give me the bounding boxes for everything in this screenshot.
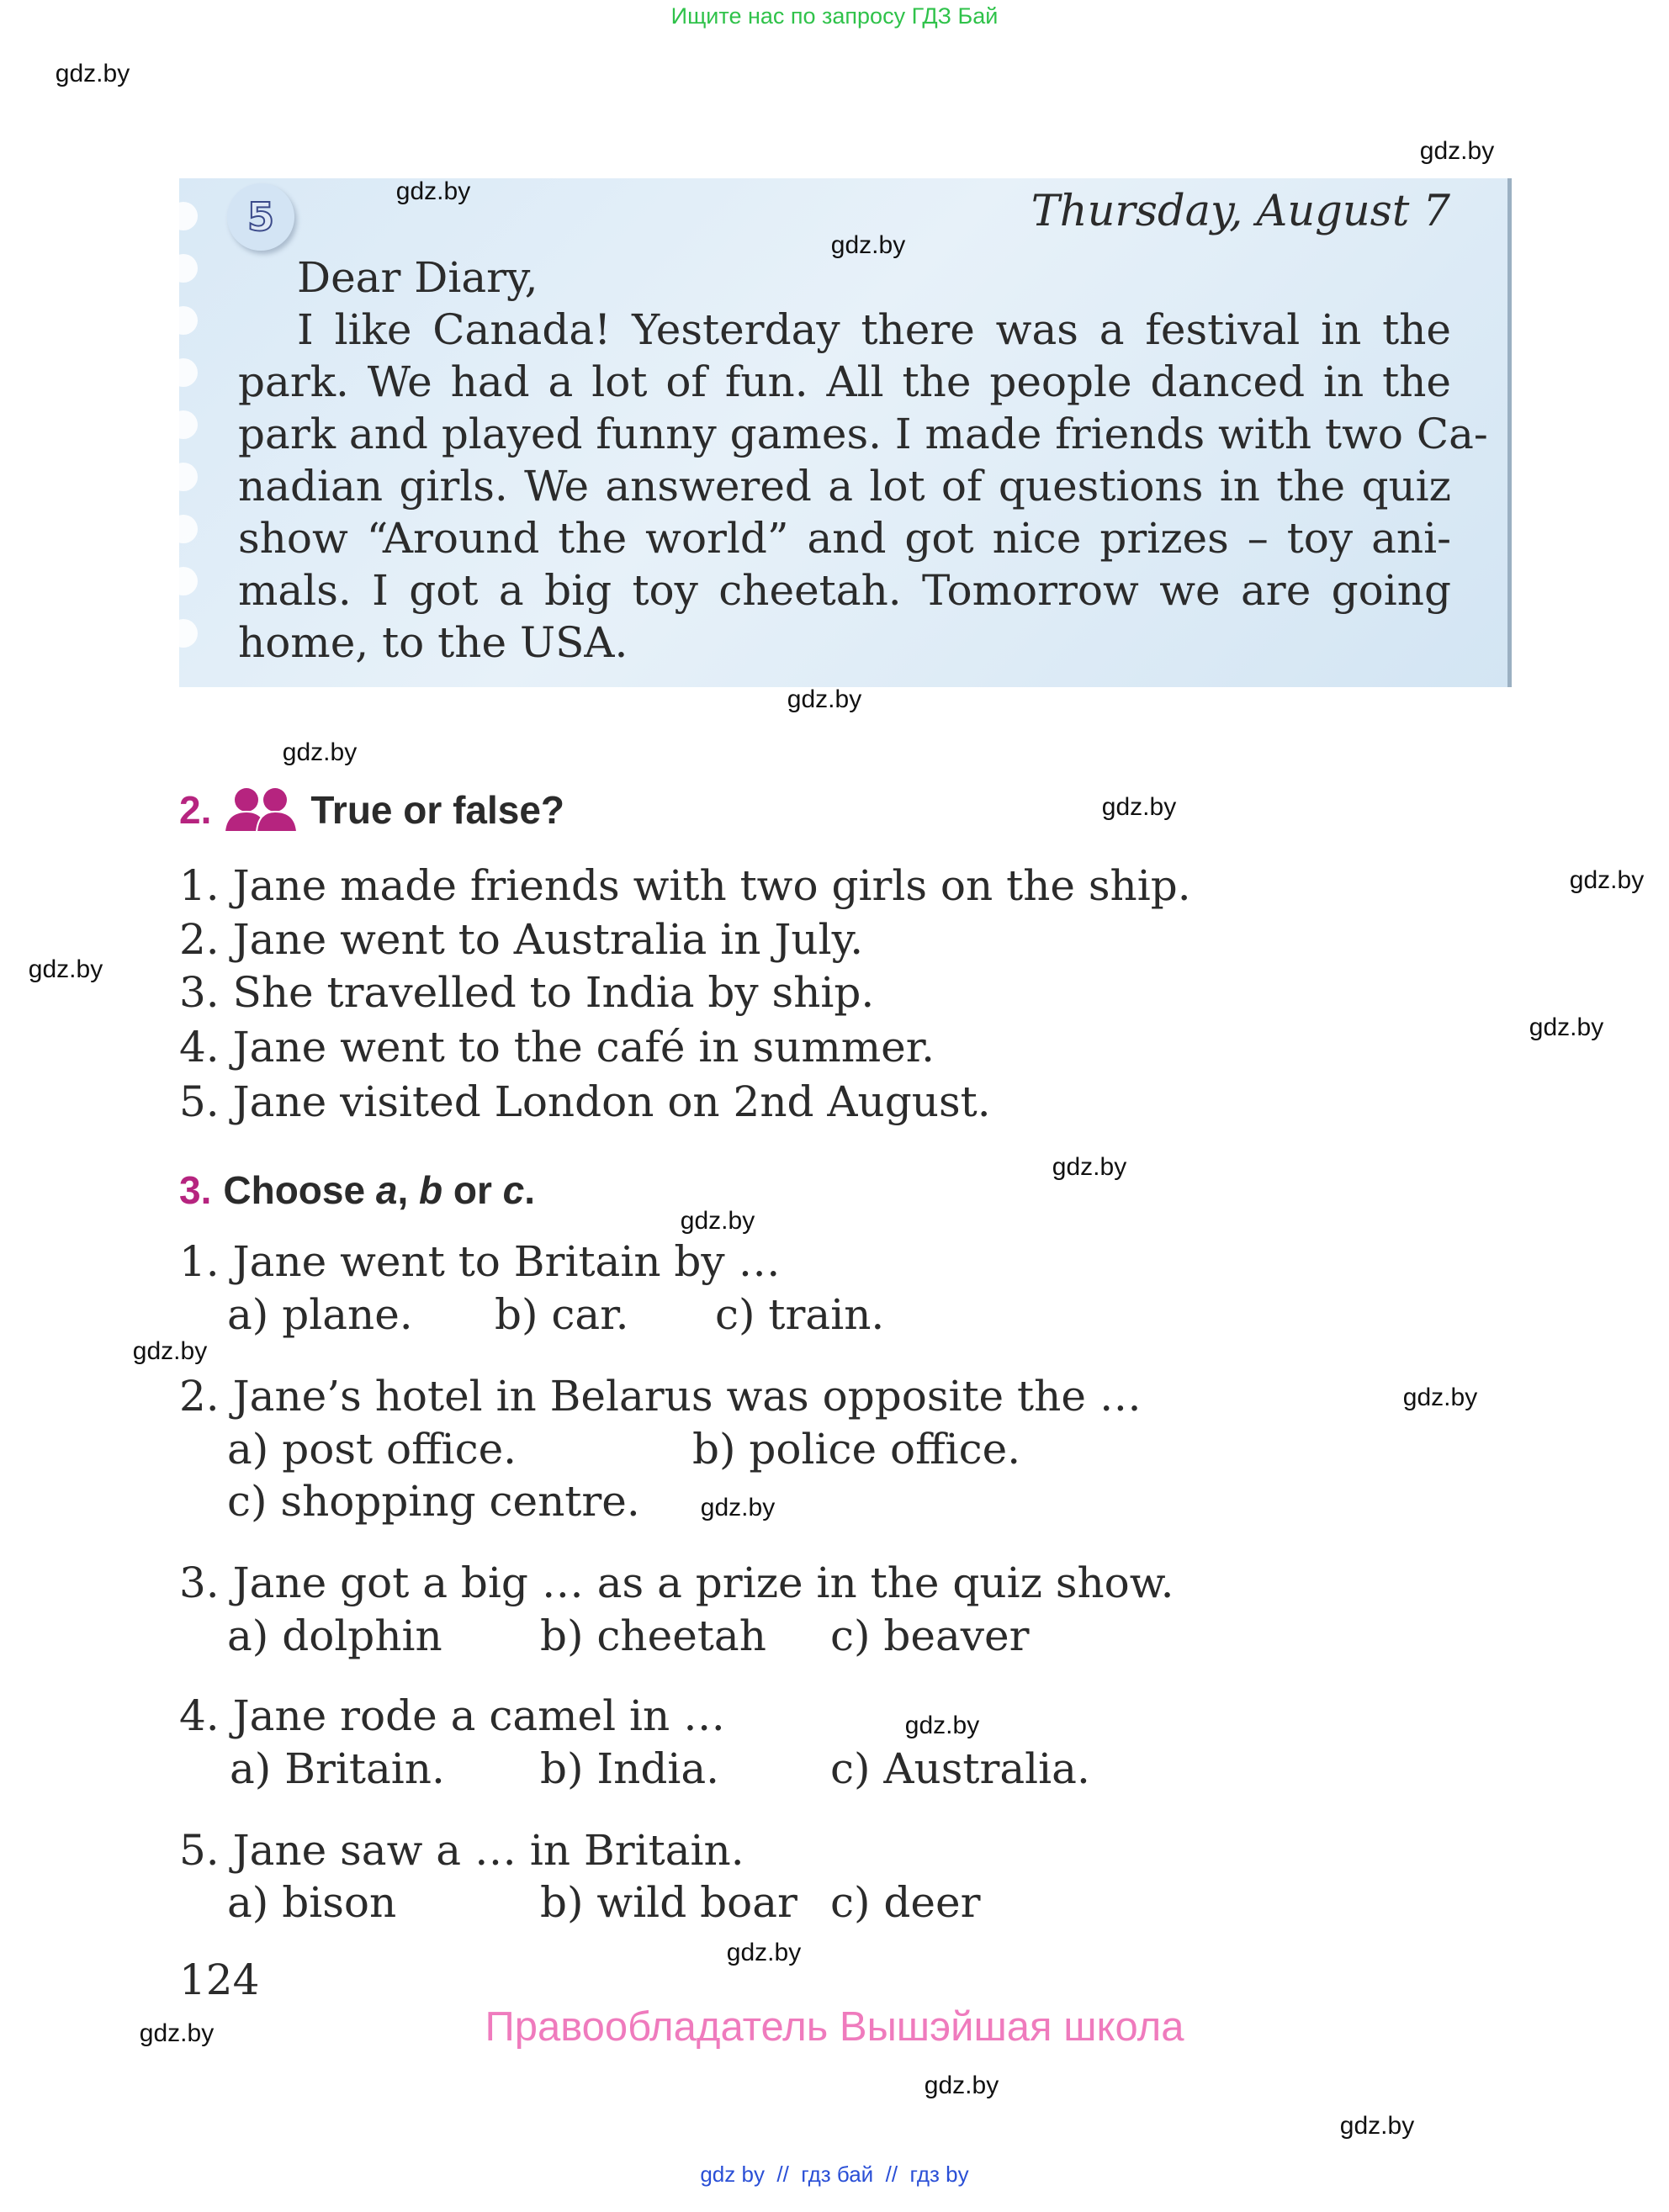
watermark: gdz.by (282, 738, 358, 766)
option: c) Australia. (830, 1744, 1090, 1793)
question: 5. Jane saw a … in Britain. (179, 1826, 744, 1875)
option: a) Britain. (230, 1744, 445, 1793)
option: b) car. (495, 1290, 629, 1339)
watermark: gdz.by (28, 955, 103, 983)
watermark: gdz.by (787, 685, 862, 713)
option: b) cheetah (540, 1611, 766, 1660)
section-2-heading (179, 786, 564, 833)
diary-line: mals. I got a big toy cheetah. Tomorrow we are going (238, 566, 1451, 615)
statement: 1. Jane made friends with two girls on the ship. (179, 861, 1191, 910)
watermark: gdz.by (924, 2072, 999, 2099)
section-title: Choose (223, 1168, 376, 1212)
copyright-notice: Правообладатель Вышэйшая школа (485, 2004, 1184, 2050)
watermark: gdz.by (680, 1207, 755, 1235)
watermark: gdz.by (1419, 137, 1495, 165)
statement: 2. Jane went to Australia in July. (179, 915, 864, 964)
option-letter: c (502, 1168, 525, 1212)
statement: 5. Jane visited London on 2nd August. (179, 1077, 991, 1126)
section-number: 2. (179, 788, 212, 832)
watermark: gdz.by (904, 1712, 980, 1739)
question: 4. Jane rode a camel in … (179, 1691, 726, 1740)
option-letter: b (419, 1168, 443, 1212)
watermark: gdz.by (1529, 1013, 1604, 1041)
question: 1. Jane went to Britain by … (179, 1237, 781, 1286)
watermark: gdz.by (1402, 1384, 1478, 1411)
option: b) wild boar (540, 1878, 797, 1927)
watermark: gdz.by (1052, 1153, 1127, 1181)
watermark: gdz.by (395, 177, 471, 205)
option: a) post office. (227, 1425, 517, 1474)
diary-line: home, to the USA. (238, 618, 628, 667)
option: a) bison (227, 1878, 397, 1927)
option: c) shopping centre. (227, 1477, 640, 1526)
option: b) India. (540, 1744, 720, 1793)
diary-line: show “Around the world” and got nice prizes – toy ani- (238, 514, 1451, 563)
top-banner: Ищите нас по запросу ГДЗ Бай (670, 3, 999, 29)
question: 3. Jane got a big … as a prize in the quiz show. (179, 1558, 1174, 1607)
watermark: gdz.by (830, 231, 906, 259)
diary-date: Thursday, August 7 (1031, 187, 1450, 236)
section-title: True or false? (310, 788, 565, 832)
separator: , (397, 1168, 419, 1212)
watermark: gdz.by (55, 60, 130, 87)
footer-links[interactable]: gdz by // гдз бай // гдз by (700, 2162, 969, 2187)
page-number: 124 (179, 1955, 260, 2004)
watermark: gdz.by (132, 1337, 208, 1365)
pair-work-icon (223, 786, 299, 833)
watermark: gdz.by (1569, 866, 1645, 894)
diary-line: park and played funny games. I made friends with two Ca- (238, 410, 1488, 458)
option: a) dolphin (227, 1611, 442, 1660)
option: a) plane. (227, 1290, 413, 1339)
question: 2. Jane’s hotel in Belarus was opposite the … (179, 1372, 1142, 1421)
diary-line: park. We had a lot of fun. All the people danced in the (238, 357, 1451, 406)
watermark: gdz.by (1339, 2112, 1415, 2140)
section-number: 3. (179, 1168, 212, 1212)
diary-line: nadian girls. We answered a lot of questions in the quiz (238, 462, 1451, 511)
watermark: gdz.by (139, 2019, 215, 2047)
diary-greeting: Dear Diary, (297, 253, 538, 302)
option: c) beaver (830, 1611, 1030, 1660)
watermark: gdz.by (700, 1494, 776, 1521)
statement: 4. Jane went to the café in summer. (179, 1023, 935, 1072)
option: c) deer (830, 1878, 981, 1927)
separator: . (524, 1168, 536, 1212)
statement: 3. She travelled to India by ship. (179, 968, 875, 1017)
diary-entry-number: 5 (227, 183, 294, 251)
diary-line: I like Canada! Yesterday there was a festival in the (297, 305, 1451, 354)
watermark: gdz.by (1101, 793, 1177, 821)
section-3-heading (179, 1167, 535, 1213)
option: b) police office. (692, 1425, 1021, 1474)
option: c) train. (715, 1290, 885, 1339)
option-letter: a (375, 1168, 398, 1212)
separator: or (442, 1168, 503, 1212)
watermark: gdz.by (726, 1939, 802, 1966)
